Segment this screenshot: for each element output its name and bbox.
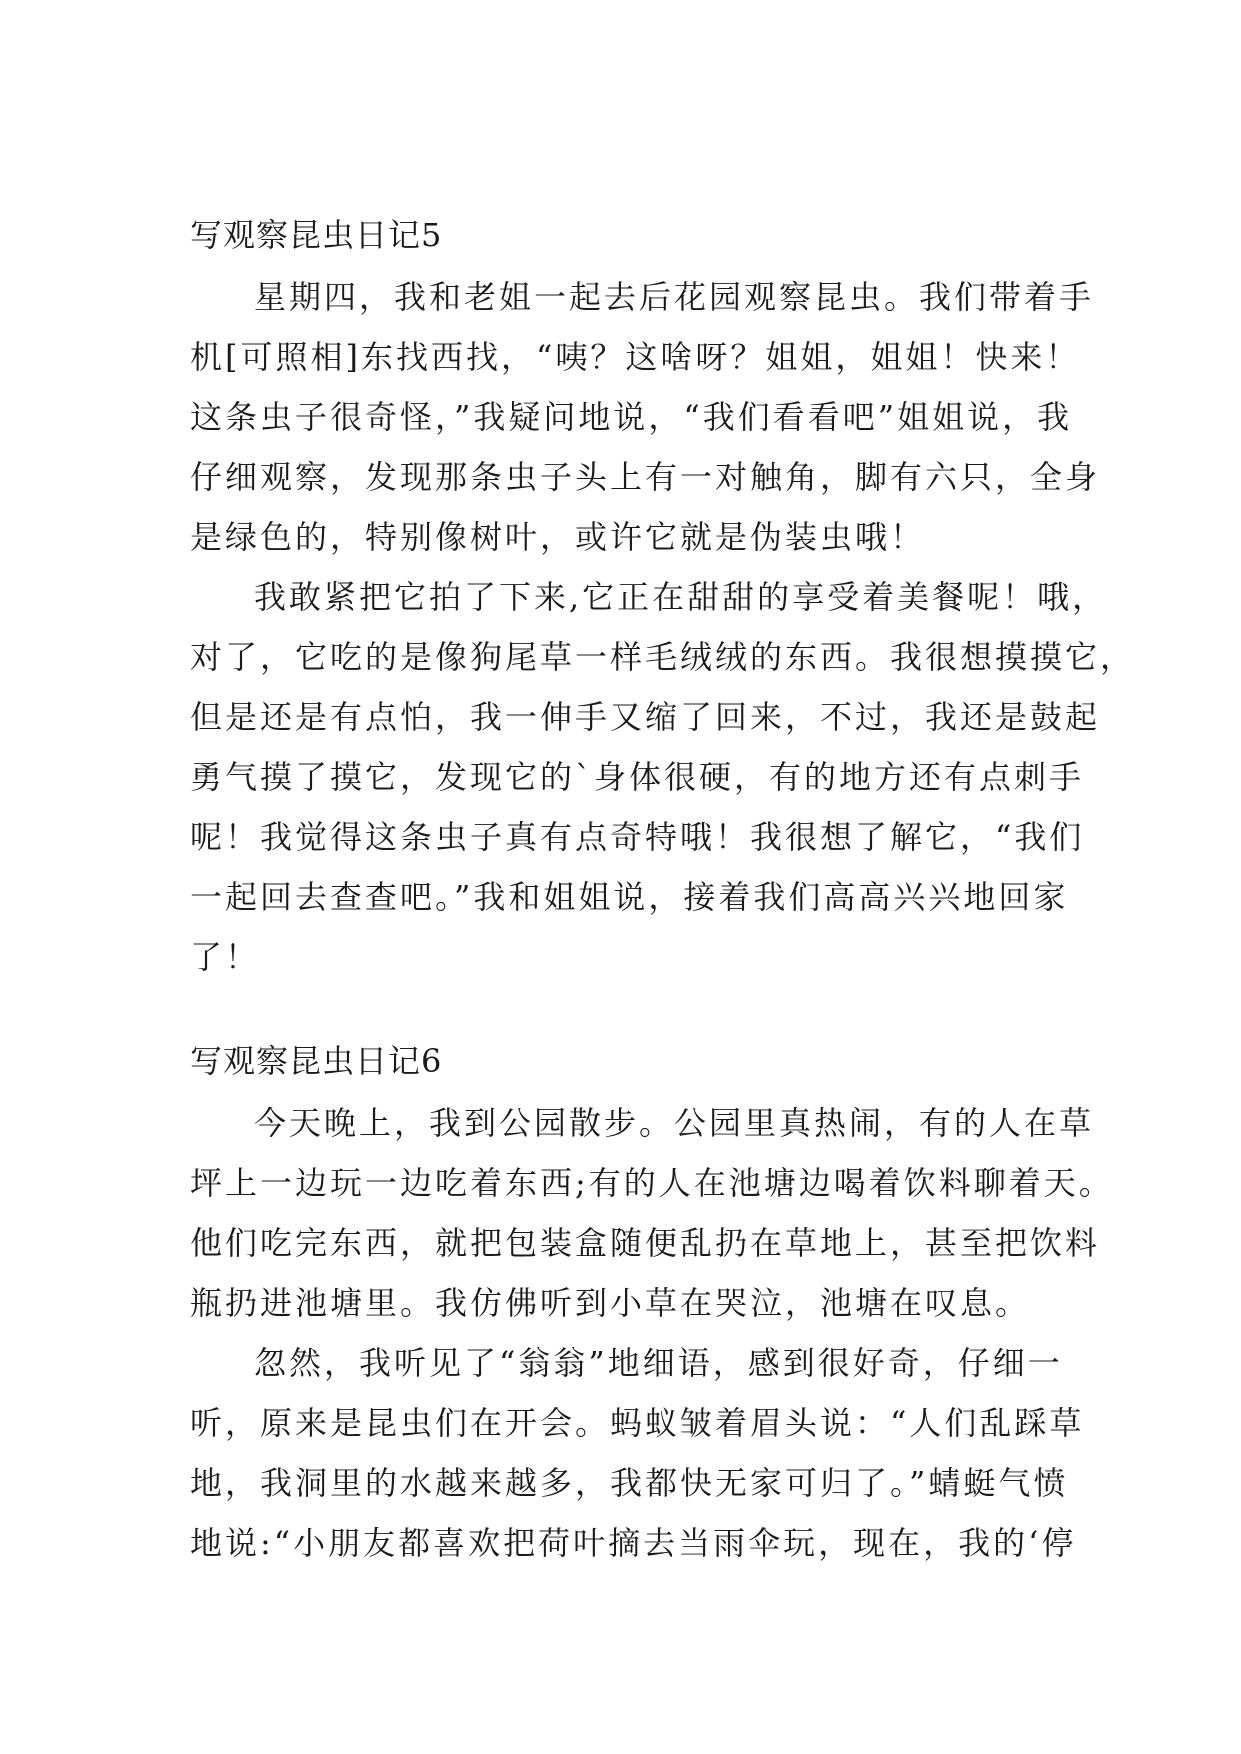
- paragraph: [190, 1093, 1114, 1333]
- text-line: 了！: [190, 938, 261, 976]
- section-title: 写观察昆虫日记5: [190, 216, 443, 254]
- text-line: 听，原来是昆虫们在开会。蚂蚁皱着眉头说：“人们乱踩草: [190, 1404, 1085, 1442]
- paragraph: [190, 567, 1136, 987]
- section-gap: [190, 987, 1052, 1041]
- text-line: 今天晚上，我到公园散步。公园里真热闹，有的人在草: [254, 1104, 1095, 1142]
- document-page: [190, 215, 1136, 1573]
- text-line: 星期四，我和老姐一起去后花园观察昆虫。我们带着手: [254, 278, 1095, 316]
- text-line: 地说:“小朋友都喜欢把荷叶摘去当雨伞玩，现在，我的‘停: [190, 1524, 1077, 1562]
- text-line: 一起回去查查吧。”我和姐姐说，接着我们高高兴兴地回家: [190, 878, 1069, 916]
- text-line: 这条虫子很奇怪，”我疑问地说，“我们看看吧”姐姐说，我: [190, 398, 1073, 436]
- text-line: 是绿色的，特别像树叶，或许它就是伪装虫哦！: [190, 518, 926, 556]
- text-line: 勇气摸了摸它，发现它的`身体很硬，有的地方还有点刺手: [190, 758, 1085, 796]
- text-line: 地，我洞里的水越来越多，我都快无家可归了。”蜻蜓气愤: [190, 1464, 1069, 1502]
- text-line: 机[可照相]东找西找，“咦？这啥呀？姐姐，姐姐！快来！: [190, 338, 1081, 376]
- text-line: 对了，它吃的是像狗尾草一样毛绒绒的东西。我很想摸摸它，: [190, 638, 1136, 676]
- text-line: 坪上一边玩一边吃着东西;有的人在池塘边喝着饮料聊着天。: [190, 1164, 1114, 1202]
- text-line: 我敢紧把它拍了下来,它正在甜甜的享受着美餐呢！哦，: [254, 578, 1108, 616]
- section-diary-6: [190, 1041, 1114, 1573]
- text-line: 瓶扔进池塘里。我仿佛听到小草在哭泣，池塘在叹息。: [190, 1284, 1031, 1322]
- section-diary-5: [190, 215, 1136, 987]
- text-line: 呢！我觉得这条虫子真有点奇特哦！我很想了解它，“我们: [190, 818, 1085, 856]
- text-line: 忽然，我听见了“翁翁”地细语，感到很好奇，仔细一: [254, 1344, 1063, 1382]
- text-line: 但是还是有点怕，我一伸手又缩了回来，不过，我还是鼓起: [190, 698, 1101, 736]
- paragraph: [190, 1333, 1085, 1573]
- text-line: 他们吃完东西，就把包装盒随便乱扔在草地上，甚至把饮料: [190, 1224, 1101, 1262]
- paragraph: [190, 267, 1101, 567]
- text-line: 仔细观察，发现那条虫子头上有一对触角，脚有六只，全身: [190, 458, 1101, 496]
- section-title: 写观察昆虫日记6: [190, 1042, 443, 1080]
